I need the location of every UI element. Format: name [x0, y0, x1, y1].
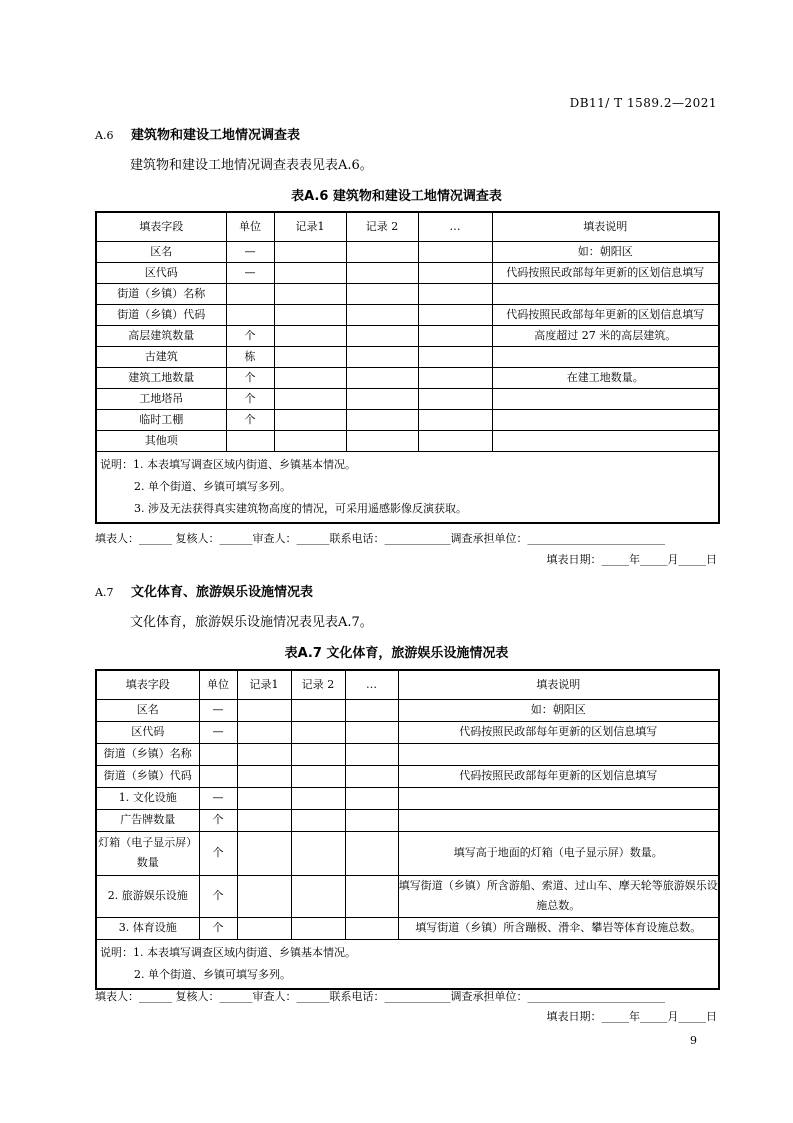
section-a6-heading [95, 124, 300, 143]
note-line: 2. 单个街道、乡镇可填写多列。 [134, 967, 291, 981]
note-cell [492, 346, 719, 367]
field-cell: 3. 体育设施 [96, 917, 199, 939]
column-header: … [418, 212, 492, 241]
field-cell: 建筑工地数量 [96, 367, 226, 388]
record-cell[interactable] [274, 283, 346, 304]
column-header: 填表字段 [96, 212, 226, 241]
table-row [96, 304, 719, 325]
column-header: 单位 [226, 212, 274, 241]
record-cell[interactable] [274, 325, 346, 346]
note-cell: 代码按照民政部每年更新的区划信息填写 [492, 262, 719, 283]
unit-cell: 个 [226, 367, 274, 388]
record-cell[interactable] [346, 262, 418, 283]
record-cell[interactable] [418, 388, 492, 409]
record-cell[interactable] [274, 262, 346, 283]
unit-cell [226, 283, 274, 304]
unit-cell: 个 [199, 917, 237, 939]
unit-cell [199, 743, 237, 765]
note-cell [492, 409, 719, 430]
field-cell: 其他项 [96, 430, 226, 451]
field-cell: 街道（乡镇）名称 [96, 743, 199, 765]
record-cell[interactable] [291, 699, 345, 721]
record-cell[interactable] [291, 743, 345, 765]
record-cell[interactable] [237, 699, 291, 721]
record-cell[interactable] [418, 409, 492, 430]
record-cell[interactable] [274, 346, 346, 367]
unit-cell: 个 [226, 325, 274, 346]
unit-cell: — [199, 699, 237, 721]
record-cell[interactable] [346, 241, 418, 262]
table-row [96, 367, 719, 388]
section-number: A.7 [95, 586, 114, 599]
table-row [96, 743, 719, 765]
table-row [96, 430, 719, 451]
record-cell[interactable] [346, 346, 418, 367]
field-cell: 区名 [96, 699, 199, 721]
record-cell[interactable] [346, 430, 418, 451]
table-row [96, 765, 719, 787]
note-cell [492, 388, 719, 409]
section-number: A.6 [95, 129, 114, 142]
record-cell[interactable] [346, 367, 418, 388]
table-notes-row [96, 451, 719, 523]
field-cell: 工地塔吊 [96, 388, 226, 409]
table-notes-row [96, 939, 719, 989]
a7-date-line: 填表日期：_____年_____月_____日 [546, 1010, 717, 1023]
column-header: 填表说明 [492, 212, 719, 241]
record-cell[interactable] [274, 430, 346, 451]
unit-cell: 个 [226, 388, 274, 409]
record-cell[interactable] [418, 367, 492, 388]
record-cell[interactable] [346, 283, 418, 304]
note-cell: 如：朝阳区 [492, 241, 719, 262]
note-cell: 填写高于地面的灯箱（电子显示屏）数量。 [398, 831, 719, 875]
record-cell[interactable] [345, 765, 398, 787]
table-header-row [96, 670, 719, 699]
record-cell[interactable] [346, 409, 418, 430]
record-cell[interactable] [418, 325, 492, 346]
record-cell[interactable] [418, 430, 492, 451]
note-line: 3. 涉及无法获得真实建筑物高度的情况，可采用遥感影像反演获取。 [134, 501, 467, 515]
record-cell[interactable] [345, 787, 398, 809]
record-cell[interactable] [418, 283, 492, 304]
record-cell[interactable] [237, 875, 291, 917]
caption-prefix: 表A.6 [291, 189, 329, 204]
unit-cell: — [199, 721, 237, 743]
note-cell: 高度超过 27 米的高层建筑。 [492, 325, 719, 346]
table-row [96, 325, 719, 346]
page-number: 9 [690, 1034, 697, 1047]
record-cell[interactable] [237, 787, 291, 809]
field-cell: 区代码 [96, 262, 226, 283]
table-row [96, 388, 719, 409]
table-row [96, 809, 719, 831]
note-line: 2. 单个街道、乡镇可填写多列。 [134, 479, 291, 493]
unit-cell: — [226, 262, 274, 283]
record-cell[interactable] [291, 787, 345, 809]
record-cell[interactable] [345, 699, 398, 721]
record-cell[interactable] [291, 809, 345, 831]
note-cell: 代码按照民政部每年更新的区划信息填写 [398, 765, 719, 787]
note-cell [492, 283, 719, 304]
record-cell[interactable] [291, 831, 345, 875]
table-row [96, 409, 719, 430]
section-title: 建筑物和建设工地情况调查表 [131, 128, 301, 143]
table-header-row [96, 212, 719, 241]
table-row [96, 699, 719, 721]
unit-cell [226, 430, 274, 451]
table-notes [96, 939, 719, 989]
unit-cell: — [226, 241, 274, 262]
field-cell: 街道（乡镇）代码 [96, 304, 226, 325]
field-cell: 街道（乡镇）代码 [96, 765, 199, 787]
record-cell[interactable] [291, 917, 345, 939]
record-cell[interactable] [237, 765, 291, 787]
section-a7-heading [95, 581, 313, 600]
record-cell[interactable] [345, 809, 398, 831]
record-cell[interactable] [418, 241, 492, 262]
table-notes [96, 451, 719, 523]
column-header: 记录 2 [346, 212, 418, 241]
unit-cell [226, 304, 274, 325]
record-cell[interactable] [291, 721, 345, 743]
field-cell: 区名 [96, 241, 226, 262]
section-a6-intro: 建筑物和建设工地情况调查表表见表A.6。 [130, 158, 373, 173]
record-cell[interactable] [237, 809, 291, 831]
field-cell: 广告牌数量 [96, 809, 199, 831]
record-cell[interactable] [346, 304, 418, 325]
record-cell[interactable] [274, 388, 346, 409]
record-cell[interactable] [345, 743, 398, 765]
note-cell [398, 787, 719, 809]
column-header: 填表说明 [398, 670, 719, 699]
table-row [96, 262, 719, 283]
record-cell[interactable] [345, 875, 398, 917]
column-header: 单位 [199, 670, 237, 699]
column-header: 填表字段 [96, 670, 199, 699]
table-row [96, 831, 719, 875]
note-line: 说明：1. 本表填写调查区域内街道、乡镇基本情况。 [100, 945, 356, 959]
unit-cell: 个 [199, 809, 237, 831]
caption-title: 建筑物和建设工地情况调查表 [332, 189, 502, 204]
note-cell: 填写街道（乡镇）所含游船、索道、过山车、摩天轮等旅游娱乐设施总数。 [398, 875, 719, 917]
unit-cell [199, 765, 237, 787]
table-row [96, 875, 719, 917]
table-row [96, 283, 719, 304]
table-a6-caption [0, 185, 793, 204]
table-a7 [95, 669, 720, 990]
note-line: 说明：1. 本表填写调查区域内街道、乡镇基本情况。 [100, 457, 356, 471]
record-cell[interactable] [345, 917, 398, 939]
field-cell: 灯箱（电子显示屏）数量 [96, 831, 199, 875]
table-row [96, 241, 719, 262]
column-header: 记录1 [237, 670, 291, 699]
table-row [96, 787, 719, 809]
column-header: 记录1 [274, 212, 346, 241]
table-a7-caption [0, 642, 793, 661]
record-cell[interactable] [274, 241, 346, 262]
field-cell: 1. 文化设施 [96, 787, 199, 809]
record-cell[interactable] [274, 304, 346, 325]
record-cell[interactable] [274, 367, 346, 388]
record-cell[interactable] [418, 262, 492, 283]
note-cell [492, 430, 719, 451]
unit-cell: 个 [199, 831, 237, 875]
record-cell[interactable] [346, 388, 418, 409]
record-cell[interactable] [346, 325, 418, 346]
record-cell[interactable] [418, 304, 492, 325]
table-row [96, 346, 719, 367]
record-cell[interactable] [237, 721, 291, 743]
unit-cell: 个 [226, 409, 274, 430]
record-cell[interactable] [237, 917, 291, 939]
note-cell [398, 743, 719, 765]
column-header: 记录 2 [291, 670, 345, 699]
record-cell[interactable] [274, 409, 346, 430]
field-cell: 街道（乡镇）名称 [96, 283, 226, 304]
unit-cell: 栋 [226, 346, 274, 367]
a6-fill-line: 填表人：______ 复核人：______审查人：______联系电话：____________调查承担单位：_________________________ [95, 532, 665, 545]
record-cell[interactable] [291, 765, 345, 787]
standard-code: DB11/ T 1589.2—2021 [569, 96, 717, 110]
section-a7-intro: 文化体育，旅游娱乐设施情况表见表A.7。 [130, 615, 373, 630]
note-cell: 填写街道（乡镇）所含蹦极、滑伞、攀岩等体育设施总数。 [398, 917, 719, 939]
unit-cell: 个 [199, 875, 237, 917]
note-cell: 在建工地数量。 [492, 367, 719, 388]
caption-prefix: 表A.7 [284, 646, 322, 661]
table-row [96, 721, 719, 743]
a6-date-line: 填表日期：_____年_____月_____日 [546, 553, 717, 566]
record-cell[interactable] [345, 831, 398, 875]
field-cell: 2. 旅游娱乐设施 [96, 875, 199, 917]
field-cell: 高层建筑数量 [96, 325, 226, 346]
table-a6 [95, 211, 720, 524]
field-cell: 古建筑 [96, 346, 226, 367]
record-cell[interactable] [237, 831, 291, 875]
field-cell: 区代码 [96, 721, 199, 743]
caption-title: 文化体育，旅游娱乐设施情况表 [326, 646, 509, 661]
record-cell[interactable] [418, 346, 492, 367]
record-cell[interactable] [237, 743, 291, 765]
column-header: … [345, 670, 398, 699]
note-cell: 代码按照民政部每年更新的区划信息填写 [398, 721, 719, 743]
record-cell[interactable] [291, 875, 345, 917]
a7-fill-line: 填表人：______ 复核人：______审查人：______联系电话：____________调查承担单位：_________________________ [95, 990, 665, 1003]
record-cell[interactable] [345, 721, 398, 743]
note-cell [398, 809, 719, 831]
field-cell: 临时工棚 [96, 409, 226, 430]
note-cell: 代码按照民政部每年更新的区划信息填写 [492, 304, 719, 325]
note-cell: 如：朝阳区 [398, 699, 719, 721]
table-row [96, 917, 719, 939]
unit-cell: — [199, 787, 237, 809]
section-title: 文化体育、旅游娱乐设施情况表 [131, 585, 314, 600]
